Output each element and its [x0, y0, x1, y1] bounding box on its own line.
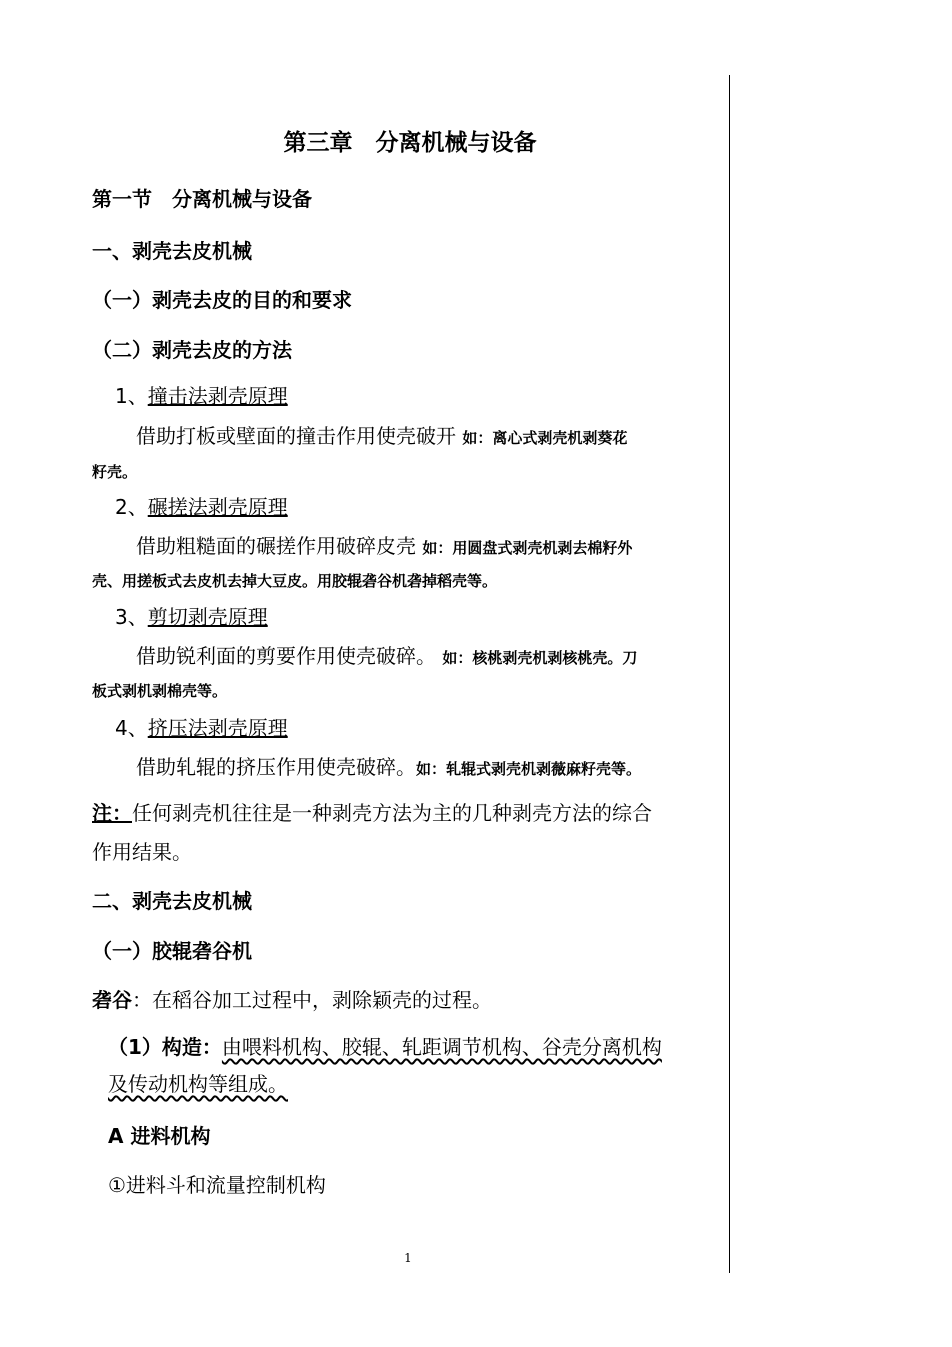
part1-sub1: （一）剥壳去皮的目的和要求 [92, 288, 352, 312]
method-3-num: 3、 [115, 605, 148, 629]
method-4-example: 如：轧辊式剥壳机剥薇麻籽壳等。 [416, 760, 642, 778]
method-4-title [115, 712, 728, 741]
method-4-num: 4、 [115, 716, 148, 740]
structure-text: 由喂料机构、胶辊、轧距调节机构、谷壳分离机构 [221, 1035, 662, 1059]
method-1-num: 1、 [115, 384, 148, 408]
method-2-desc-line [136, 530, 728, 559]
note-label: 注： [92, 801, 132, 825]
method-1-desc-line [136, 420, 728, 449]
method-4-desc: 借助轧辊的挤压作用使壳破碎。 [136, 755, 416, 779]
method-2-title [115, 491, 728, 520]
method-1-title [115, 380, 728, 409]
method-3-title [115, 601, 728, 630]
structure-label: （1）构造： [108, 1035, 222, 1059]
method-3-example: 如：核桃剥壳机剥核桃壳。刀 [442, 649, 638, 667]
method-2-desc: 借助粗糙面的碾搓作用破碎皮壳 [136, 534, 416, 558]
note-line-1 [92, 797, 728, 826]
method-2-example: 如：用圆盘式剥壳机剥去棉籽外 [422, 539, 633, 557]
method-3-name: 剪切剥壳原理 [147, 605, 268, 629]
method-1-desc: 借助打板或壁面的撞击作用使壳破开 [136, 424, 456, 448]
definition-line [92, 984, 728, 1013]
method-3-desc: 借助锐利面的剪要作用使壳破碎。 [136, 644, 436, 668]
method-2-num: 2、 [115, 495, 148, 519]
margin-rule [729, 75, 730, 1273]
method-1-example-cont: 籽壳。 [92, 463, 138, 481]
method-3-example-cont: 板式剥机剥棉壳等。 [92, 682, 228, 700]
definition-text: ：在稻谷加工过程中，剥除颖壳的过程。 [132, 988, 492, 1012]
method-2-name: 碾搓法剥壳原理 [147, 495, 288, 519]
part2-sub1: （一）胶辊砻谷机 [92, 939, 252, 963]
feed-mechanism-heading: A 进料机构 [108, 1124, 211, 1148]
definition-term: 砻谷 [92, 988, 132, 1012]
part1-heading: 一、剥壳去皮机械 [92, 239, 252, 263]
structure-text-cont: 及传动机构等组成。 [108, 1072, 288, 1096]
note-text: 任何剥壳机往往是一种剥壳方法为主的几种剥壳方法的综合 [132, 801, 652, 825]
structure-line-2 [108, 1068, 728, 1097]
method-2-example-cont: 壳、用搓板式去皮机去掉大豆皮。用胶辊砻谷机砻掉稻壳等。 [92, 572, 498, 590]
part2-heading: 二、剥壳去皮机械 [92, 889, 252, 913]
method-4-name: 挤压法剥壳原理 [147, 716, 288, 740]
chapter-title: 第三章 分离机械与设备 [283, 130, 537, 156]
note-line-2: 作用结果。 [92, 840, 192, 864]
method-1-example: 如：离心式剥壳机剥葵花 [462, 429, 628, 447]
page-number: 1 [404, 1251, 412, 1265]
method-3-desc-line [136, 640, 728, 669]
structure-line-1 [108, 1031, 728, 1060]
method-4-desc-line [136, 751, 728, 780]
feed-item: ①进料斗和流量控制机构 [108, 1173, 326, 1197]
method-1-name: 撞击法剥壳原理 [147, 384, 288, 408]
section-title: 第一节 分离机械与设备 [92, 187, 312, 211]
part1-sub2: （二）剥壳去皮的方法 [92, 338, 292, 362]
